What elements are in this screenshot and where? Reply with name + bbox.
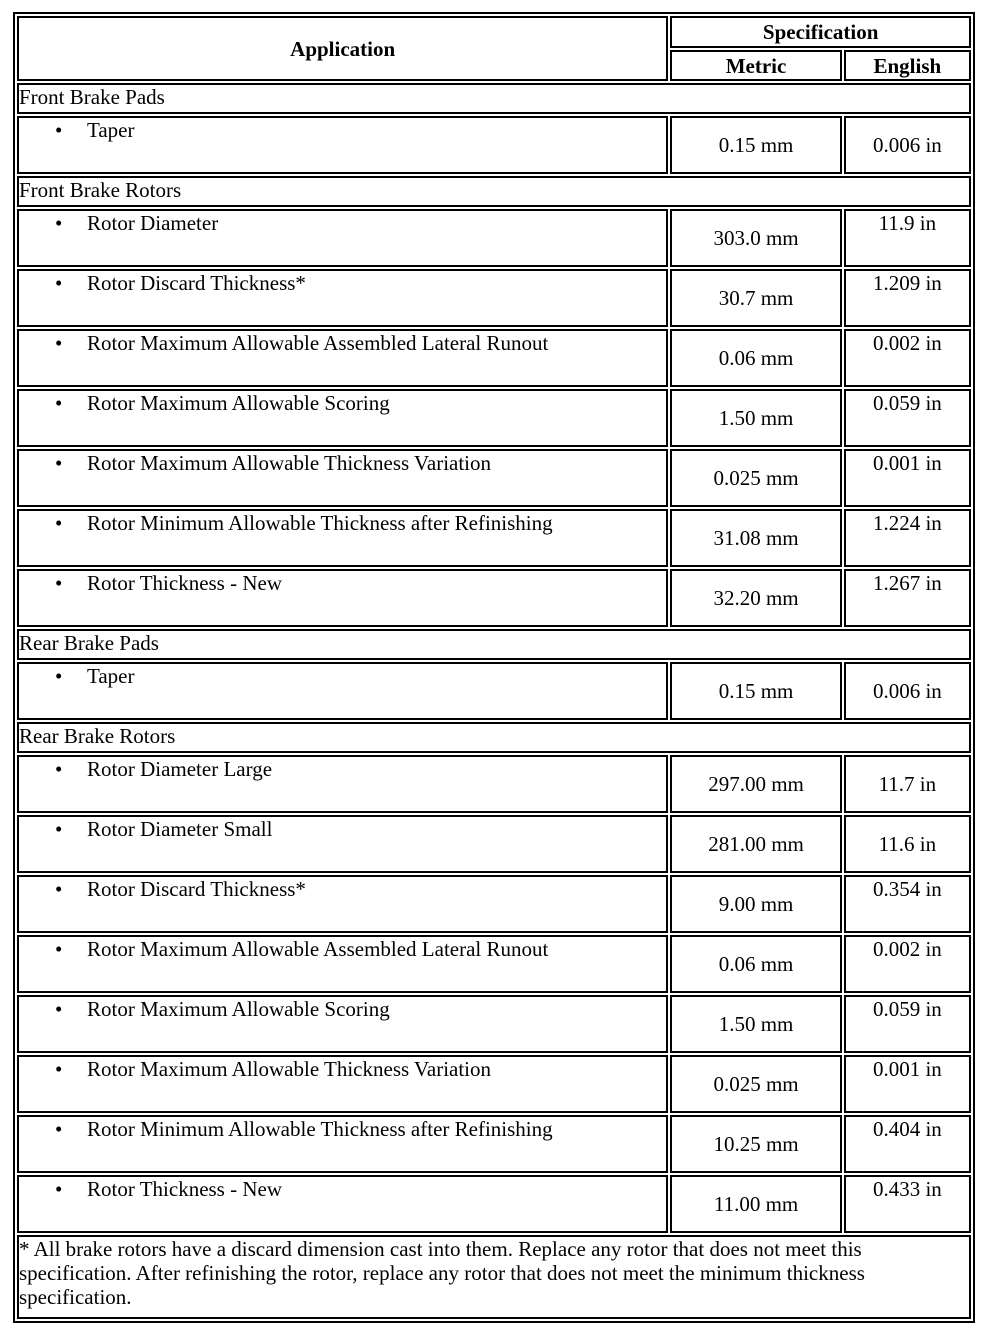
bullet-icon: • — [55, 271, 63, 295]
english-value: 0.059 in — [844, 995, 971, 1053]
english-value: 0.001 in — [844, 449, 971, 507]
metric-value: 0.06 mm — [670, 935, 841, 993]
english-value: 0.059 in — [844, 389, 971, 447]
application-label: Rotor Diameter — [87, 211, 219, 235]
english-value: 0.002 in — [844, 329, 971, 387]
section-row — [17, 722, 971, 753]
table-row — [17, 875, 971, 933]
section-row — [17, 176, 971, 207]
application-cell — [17, 1055, 668, 1113]
english-value: 11.9 in — [844, 209, 971, 267]
section-row — [17, 629, 971, 660]
metric-header: Metric — [670, 50, 841, 81]
english-value: 11.6 in — [844, 815, 971, 873]
application-label: Taper — [87, 118, 135, 142]
bullet-icon: • — [55, 997, 63, 1021]
bullet-icon: • — [55, 1177, 63, 1201]
metric-value: 32.20 mm — [670, 569, 841, 627]
bullet-icon: • — [55, 118, 63, 142]
english-header: English — [844, 50, 971, 81]
section-title: Front Brake Rotors — [17, 176, 971, 207]
application-cell — [17, 449, 668, 507]
table-row — [17, 755, 971, 813]
english-value: 0.006 in — [844, 662, 971, 720]
metric-value: 11.00 mm — [670, 1175, 841, 1233]
application-cell — [17, 662, 668, 720]
section-title: Rear Brake Rotors — [17, 722, 971, 753]
application-cell — [17, 329, 668, 387]
english-value: 0.001 in — [844, 1055, 971, 1113]
section-title: Front Brake Pads — [17, 83, 971, 114]
metric-value: 10.25 mm — [670, 1115, 841, 1173]
footnote-text: * All brake rotors have a discard dimension cast into them. Replace any rotor that does not meet this specification. After refinishing the rotor, replace any rotor that does not meet the minimum thickness specification. — [17, 1235, 971, 1319]
application-label: Rotor Maximum Allowable Assembled Lateral Runout — [87, 937, 549, 961]
application-cell — [17, 755, 668, 813]
table-row — [17, 329, 971, 387]
table-row — [17, 269, 971, 327]
application-label: Rotor Maximum Allowable Assembled Lateral Runout — [87, 331, 549, 355]
bullet-icon: • — [55, 937, 63, 961]
brake-specification-table — [13, 12, 975, 1323]
application-cell — [17, 935, 668, 993]
bullet-icon: • — [55, 757, 63, 781]
table-row — [17, 569, 971, 627]
table-row — [17, 116, 971, 174]
english-value: 11.7 in — [844, 755, 971, 813]
metric-value: 9.00 mm — [670, 875, 841, 933]
table-row — [17, 662, 971, 720]
application-label: Rotor Thickness - New — [87, 1177, 282, 1201]
bullet-icon: • — [55, 1117, 63, 1141]
application-label: Rotor Maximum Allowable Thickness Variation — [87, 451, 492, 475]
table-row — [17, 389, 971, 447]
metric-value: 31.08 mm — [670, 509, 841, 567]
metric-value: 0.15 mm — [670, 662, 841, 720]
section-title: Rear Brake Pads — [17, 629, 971, 660]
english-value: 0.433 in — [844, 1175, 971, 1233]
footnote-row — [17, 1235, 971, 1319]
bullet-icon: • — [55, 391, 63, 415]
application-label: Rotor Maximum Allowable Thickness Variation — [87, 1057, 492, 1081]
table-body — [17, 83, 971, 1319]
bullet-icon: • — [55, 877, 63, 901]
english-value: 1.267 in — [844, 569, 971, 627]
application-label: Rotor Minimum Allowable Thickness after Refinishing — [87, 1117, 553, 1141]
english-value: 0.404 in — [844, 1115, 971, 1173]
bullet-icon: • — [55, 817, 63, 841]
table-row — [17, 995, 971, 1053]
table-row — [17, 509, 971, 567]
bullet-icon: • — [55, 664, 63, 688]
english-value: 0.002 in — [844, 935, 971, 993]
specification-header: Specification — [670, 16, 971, 48]
section-row — [17, 83, 971, 114]
table-row — [17, 209, 971, 267]
application-label: Rotor Maximum Allowable Scoring — [87, 997, 390, 1021]
application-cell — [17, 389, 668, 447]
table-row — [17, 1115, 971, 1173]
application-label: Rotor Maximum Allowable Scoring — [87, 391, 390, 415]
bullet-icon: • — [55, 331, 63, 355]
metric-value: 0.15 mm — [670, 116, 841, 174]
english-value: 1.209 in — [844, 269, 971, 327]
application-cell — [17, 995, 668, 1053]
bullet-icon: • — [55, 571, 63, 595]
application-label: Rotor Diameter Small — [87, 817, 273, 841]
application-cell — [17, 1115, 668, 1173]
bullet-icon: • — [55, 211, 63, 235]
bullet-icon: • — [55, 511, 63, 535]
application-label: Rotor Diameter Large — [87, 757, 273, 781]
table-row — [17, 1175, 971, 1233]
table-row — [17, 449, 971, 507]
application-label: Rotor Discard Thickness* — [87, 877, 306, 901]
metric-value: 0.025 mm — [670, 449, 841, 507]
application-label: Rotor Minimum Allowable Thickness after Refinishing — [87, 511, 553, 535]
bullet-icon: • — [55, 1057, 63, 1081]
application-label: Rotor Discard Thickness* — [87, 271, 306, 295]
application-cell — [17, 569, 668, 627]
table-row — [17, 935, 971, 993]
metric-value: 303.0 mm — [670, 209, 841, 267]
application-label: Rotor Thickness - New — [87, 571, 282, 595]
application-cell — [17, 509, 668, 567]
metric-value: 297.00 mm — [670, 755, 841, 813]
metric-value: 0.025 mm — [670, 1055, 841, 1113]
metric-value: 1.50 mm — [670, 995, 841, 1053]
metric-value: 0.06 mm — [670, 329, 841, 387]
application-cell — [17, 116, 668, 174]
metric-value: 1.50 mm — [670, 389, 841, 447]
application-cell — [17, 209, 668, 267]
application-cell — [17, 1175, 668, 1233]
table-row — [17, 1055, 971, 1113]
bullet-icon: • — [55, 451, 63, 475]
application-cell — [17, 875, 668, 933]
application-header: Application — [17, 16, 668, 81]
metric-value: 281.00 mm — [670, 815, 841, 873]
english-value: 0.006 in — [844, 116, 971, 174]
application-cell — [17, 815, 668, 873]
metric-value: 30.7 mm — [670, 269, 841, 327]
table-row — [17, 815, 971, 873]
application-label: Taper — [87, 664, 135, 688]
english-value: 1.224 in — [844, 509, 971, 567]
english-value: 0.354 in — [844, 875, 971, 933]
application-cell — [17, 269, 668, 327]
